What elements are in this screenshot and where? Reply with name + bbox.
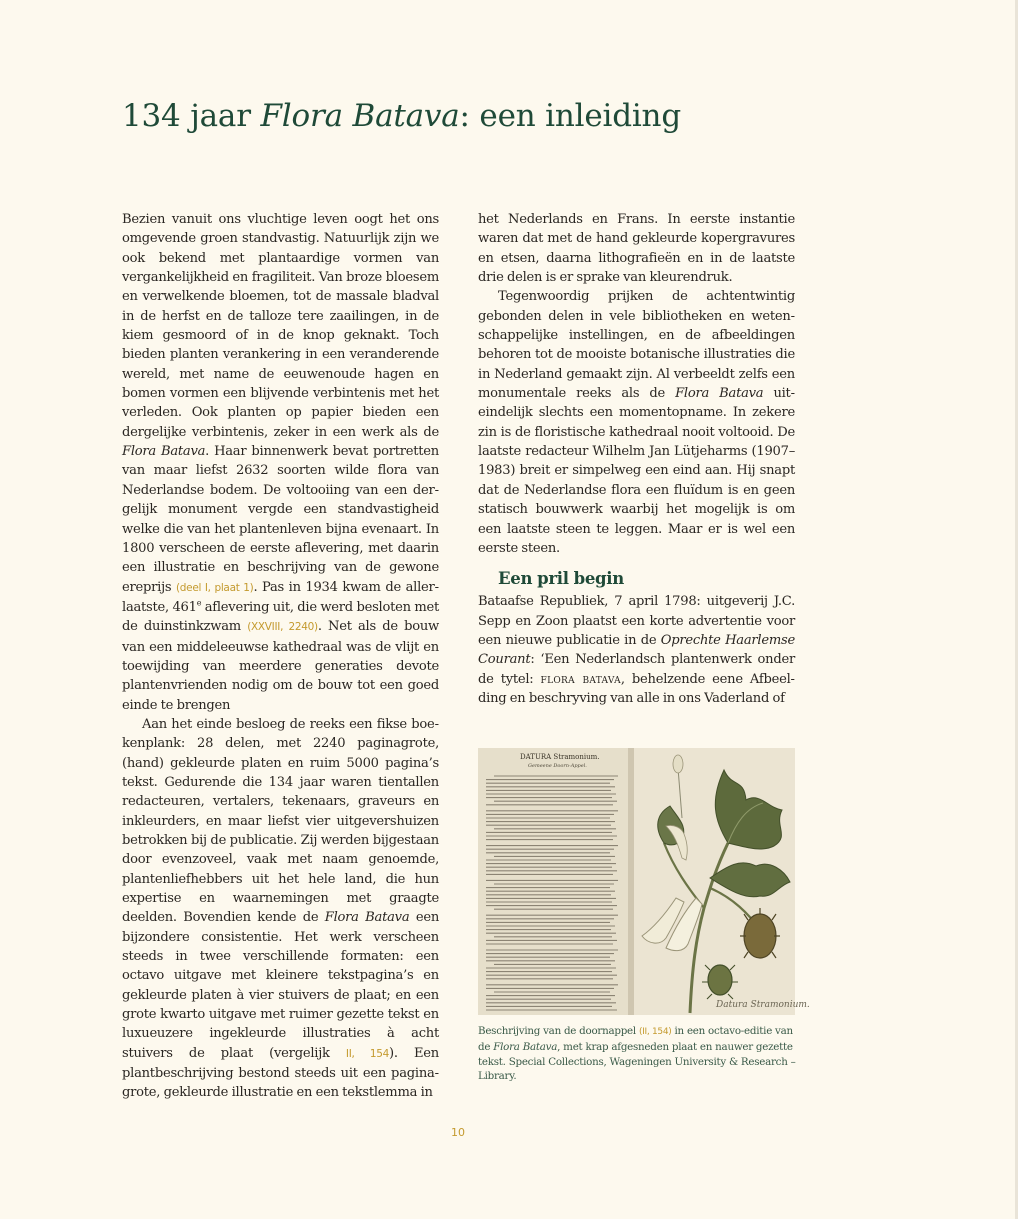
right-column: [478, 210, 795, 708]
figure-doornappel: [478, 748, 810, 1015]
left-column: [122, 210, 439, 1103]
fruit-open: [744, 914, 776, 958]
plate-label: Datura Stramonium.: [716, 1000, 810, 1010]
paragraph-continued: het Nederlands en Frans. In eerste instantie waren dat met de hand gekleurde kopergravures en etsen, daarna lithografieën en in de laatste drie delen is er sprake van kleurendruk.: [478, 212, 795, 286]
paragraph-shelf: Aan het einde besloeg de reeks een fikse boekenplank: 28 delen, met 2240 paginagrote, (hand) gekleurde platen en ruim 5000 pagina’s tekst. Gedurende die 134 jaar waren tientallen redacteuren, vertalers, tekenaars, graveurs en inkleurders, en maar liefst vier uitgevershuizen betrokken bij de publicatie. Zij werden bijgestaan door evenzoveel, vaak met naam genoemde, plantenliefhebbers uit het hele land, die hun expertise en waarnemingen met graagte deelden. Bovendien kende de Flora Batava een bijzondere consistentie. Het werk verscheen steeds in twee verschillende formaten: een octavo uitgave met kleinere tekstpagina’s en gekleurde platen à vier stuivers de plaat; en een grote kwarto uitgave met ruimer gezette tekst en luxueuzere ingekleurde illustraties à acht stuivers de plaat (vergelijk II, 154). Een plantbeschrijving bestond steeds uit een paginagrote, gekleurde illustratie en een tekstlemma in: [122, 716, 440, 1101]
paragraph-intro: Bezien vanuit ons vluchtige leven oogt het ons omgevende groen standvastig. Natuurlijk zijn we ook bekend met plantaardige vormen van vergankelijkheid en fragiliteit. Van broze bloesem en verwelkende bloemen, tot de massale bladval in de herfst en de talloze tere zaailingen, in de kiem gesmoord of in de knop geknakt. Toch bieden planten verankering in een veranderende wereld, met name de eeuwenoude hagen en bomen vormen een blijvende verbintenis met het verleden. Ook planten op papier bieden een dergelijke verbintenis, zeker in een werk als de Flora Batava. Haar binnenwerk bevat portretten van maar liefst 2632 soorten wilde flora van Nederlandse bodem. De voltooiing van een dergelijk monument vergde een standvastigheid welke die van het plantenleven bijna evenaart. In 1800 verscheen de eerste aflevering, met daarin een illustratie en beschrijving van de gewone ereprijs (deel I, plaat 1). Pas in 1934 kwam de allerlaatste, 461e aflevering uit, die werd besloten met de duinstinkzwam (XXVIII, 2240). Net als de bouw van een middeleeuwse kathedraal was de vlijt en toewijding van meerdere generaties devote plantenvrienden nodig om de bouw tot een goed einde te brengen: [122, 212, 440, 713]
fruit-closed: [708, 965, 732, 995]
page-title: 134 jaar Flora Batava: een inleiding: [122, 98, 681, 134]
botanical-plate-illustration: [478, 748, 810, 1015]
paragraph-libraries: Tegenwoordig prijken de achtentwintig gebonden delen in vele bibliotheken en wetenschappelijke instellingen, en de afbeeldingen behoren tot de mooiste botanische illustraties die in Nederland gemaakt zijn. Al verbeeldt zelfs een monumentale reeks als de Flora Batava uiteindelijk slechts een momentopname. In zekere zin is de floristische kathedraal nooit voltooid. De laatste redacteur Wilhelm Jan Lütjeharms (1907–1983) breit er simpelweg een eind aan. Hij snapt dat de Nederlandse flora een fluïdum is en geen statisch bouwwerk waarbij het mogelijk is om een laatste steen te leggen. Maar er is wel een eerste steen.: [478, 289, 796, 556]
plate-reference: (II, 154): [638, 1027, 672, 1037]
book-gutter: [628, 748, 634, 1015]
paragraph-republic: Bataafse Republiek, 7 april 1798: uitgeverij J.C. Sepp en Zoon plaatst een korte advertentie voor een nieuwe publicatie in de Oprechte Haarlemse Courant: ‘Een Nederlandsch plantenwerk onder de tytel: flora batava, behelzende eene Afbeelding en beschryving van alle in ons Vaderland of: [478, 594, 795, 706]
section-heading: Een pril begin: [498, 569, 624, 589]
figure-caption: Beschrijving van de doornappel (II, 154) in een octavo-editie van de Flora Batava, met krap afgesneden plaat en nauwer gezette tekst. Special Collections, Wageningen University & Research – Library.: [478, 1025, 796, 1083]
plate-reference: (deel I, plaat 1): [176, 581, 254, 594]
plate-reference: II, 154: [345, 1047, 390, 1060]
plate-reference: (XXVIII, 2240): [247, 621, 318, 634]
page-number: 10: [451, 1126, 465, 1139]
figure-page-subheader: Gemeene Doorn-Appel.: [528, 763, 587, 769]
figure-page-header: DATURA Stramonium.: [520, 753, 600, 761]
title-italic: Flora Batava: [260, 98, 460, 134]
